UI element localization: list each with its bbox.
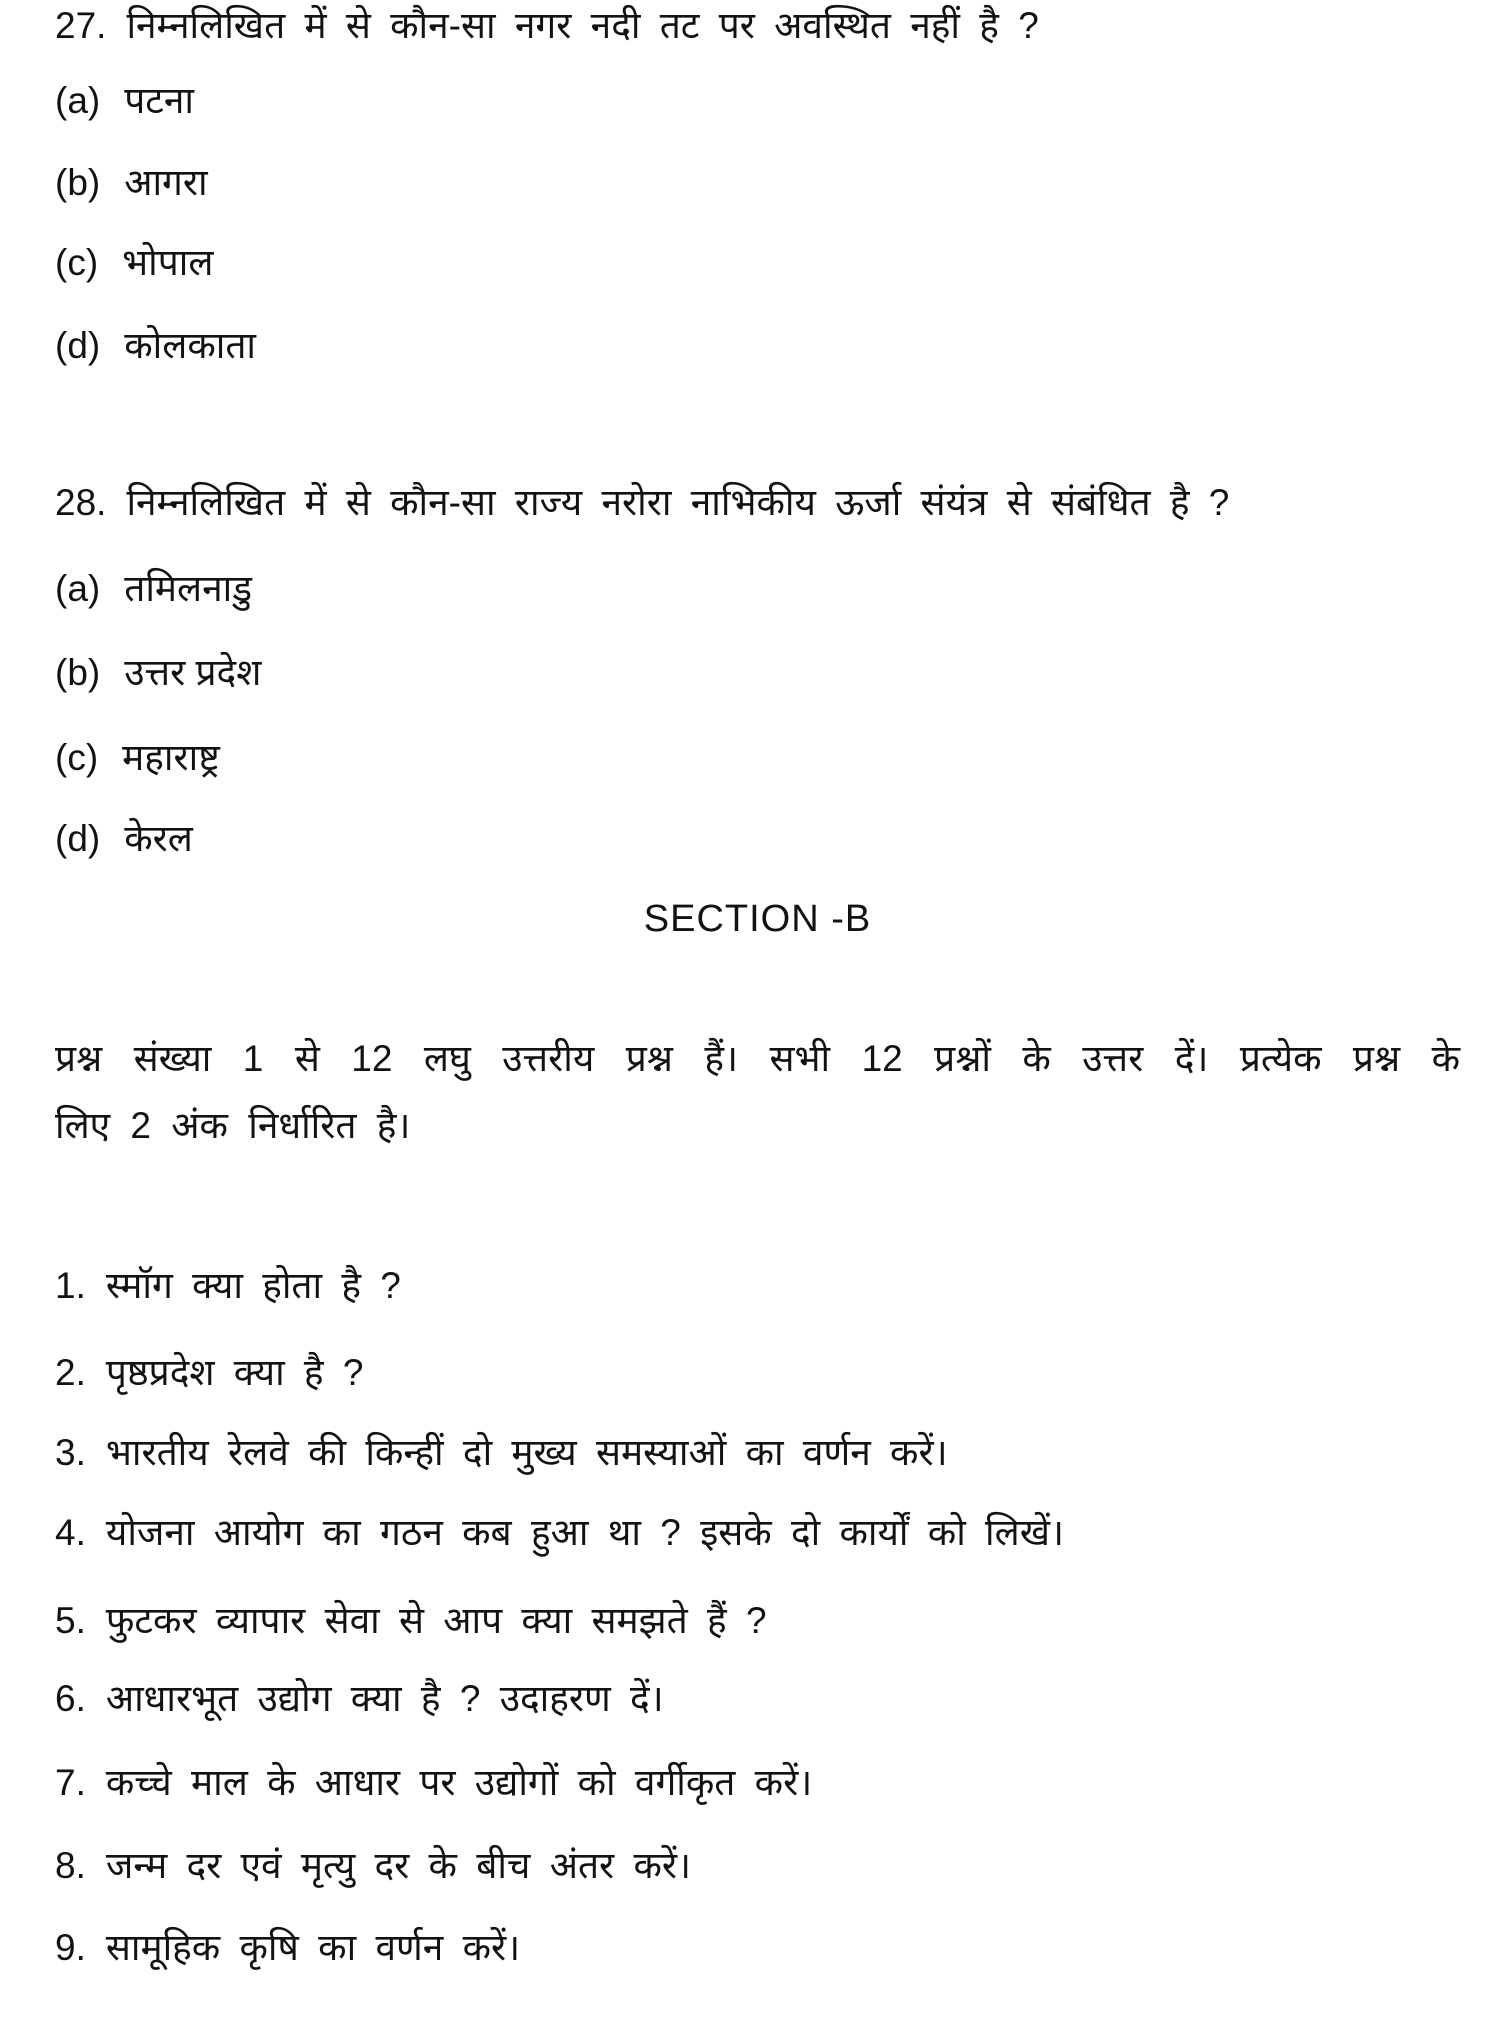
option-text: आगरा [124, 162, 208, 203]
short-question-5 [55, 1595, 1460, 1647]
mcq-question-28 [55, 477, 1460, 529]
short-question-9 [55, 1922, 1460, 1974]
option-text: महाराष्ट्र [122, 737, 220, 778]
option-row-27b [55, 157, 1460, 209]
question-number: 4. [55, 1512, 86, 1553]
question-number: 7. [55, 1762, 86, 1803]
question-number: 2. [55, 1352, 86, 1393]
question-text: निम्नलिखित में से कौन-सा राज्य नरोरा नाभिकीय ऊर्जा संयंत्र से संबंधित है ? [126, 482, 1230, 523]
option-row-28a [55, 563, 1460, 615]
short-question-8 [55, 1840, 1460, 1892]
option-label: (d) [55, 325, 101, 366]
instructions-line-1: प्रश्न संख्या 1 से 12 लघु उत्तरीय प्रश्न हैं। सभी 12 प्रश्नों के उत्तर दें। प्रत्येक प्रश्न के [55, 1038, 1460, 1079]
option-label: (d) [55, 818, 101, 859]
option-row-28c [55, 732, 1460, 784]
option-row-27d [55, 320, 1460, 372]
option-row-27a [55, 75, 1460, 127]
question-number: 3. [55, 1432, 86, 1473]
option-label: (a) [55, 568, 101, 609]
short-question-1 [55, 1260, 1460, 1312]
option-text: उत्तर प्रदेश [124, 652, 262, 693]
question-text: फुटकर व्यापार सेवा से आप क्या समझते हैं ? [105, 1600, 767, 1641]
question-number: 1. [55, 1265, 86, 1306]
instructions-line-2: लिए 2 अंक निर्धारित है। [55, 1105, 411, 1146]
question-text: आधारभूत उद्योग क्या है ? उदाहरण दें। [105, 1678, 664, 1719]
short-question-3 [55, 1427, 1460, 1479]
question-text: कच्चे माल के आधार पर उद्योगों को वर्गीकृत करें। [105, 1762, 813, 1803]
mcq-question-27 [55, 0, 1460, 52]
question-number: 8. [55, 1845, 86, 1886]
option-label: (a) [55, 80, 101, 121]
option-row-28d [55, 813, 1460, 865]
option-text: तमिलनाडु [124, 568, 253, 609]
option-text: भोपाल [122, 242, 214, 283]
question-text: योजना आयोग का गठन कब हुआ था ? इसके दो कार्यों को लिखें। [105, 1512, 1065, 1553]
question-text: सामूहिक कृषि का वर्णन करें। [105, 1927, 521, 1968]
option-label: (b) [55, 652, 101, 693]
question-text: निम्नलिखित में से कौन-सा नगर नदी तट पर अवस्थित नहीं है ? [126, 5, 1039, 46]
short-question-2 [55, 1347, 1460, 1399]
question-number: 28. [55, 482, 107, 523]
option-text: केरल [124, 818, 193, 859]
short-question-6 [55, 1673, 1460, 1725]
question-text: स्मॉग क्या होता है ? [105, 1265, 401, 1306]
short-question-4 [55, 1507, 1460, 1559]
option-label: (b) [55, 162, 101, 203]
question-number: 5. [55, 1600, 86, 1641]
question-number: 9. [55, 1927, 86, 1968]
option-row-28b [55, 647, 1460, 699]
short-question-7 [55, 1757, 1460, 1809]
question-number: 27. [55, 5, 107, 46]
option-label: (c) [55, 242, 99, 283]
section-heading: SECTION -B [643, 898, 872, 940]
question-text: भारतीय रेलवे की किन्हीं दो मुख्य समस्याओं का वर्णन करें। [105, 1432, 948, 1473]
question-text: जन्म दर एवं मृत्यु दर के बीच अंतर करें। [105, 1845, 692, 1886]
option-row-27c [55, 237, 1460, 289]
option-text: पटना [124, 80, 195, 121]
question-text: पृष्ठप्रदेश क्या है ? [105, 1352, 364, 1393]
option-label: (c) [55, 737, 99, 778]
option-text: कोलकाता [124, 325, 256, 366]
question-number: 6. [55, 1678, 86, 1719]
